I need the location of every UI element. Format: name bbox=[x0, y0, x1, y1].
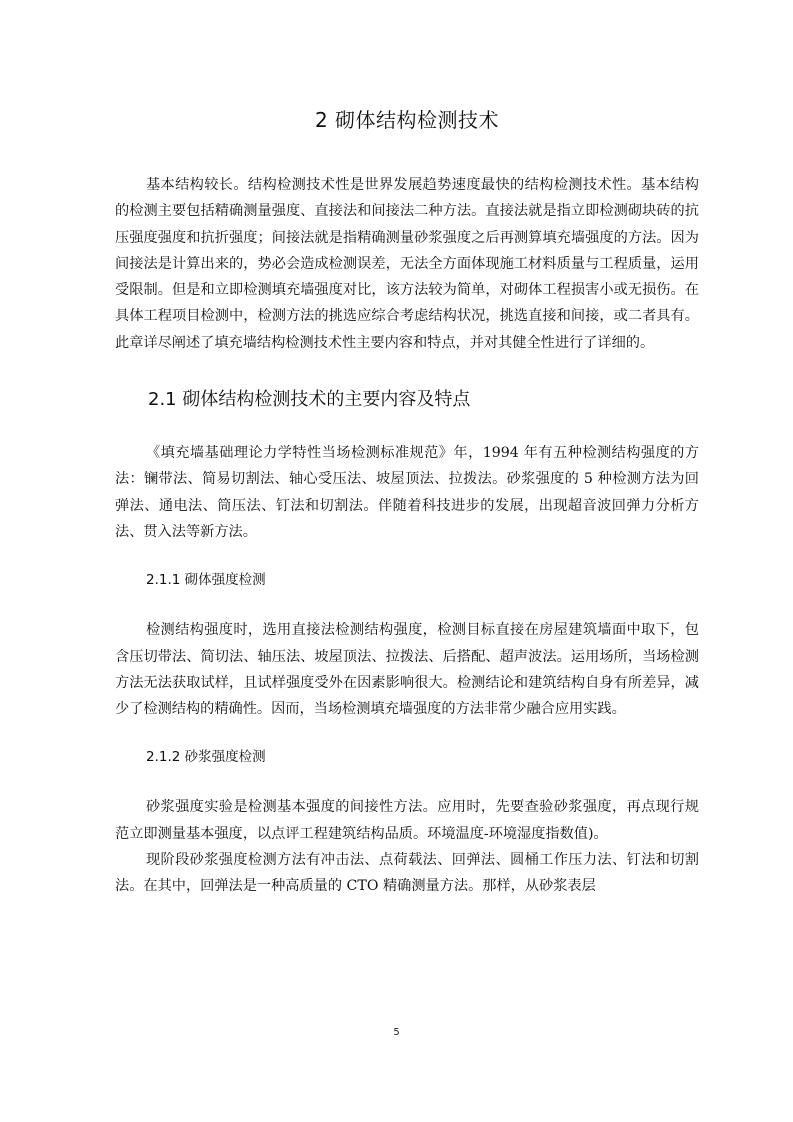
page-content bbox=[115, 104, 699, 900]
section-2-1-1-title: 2.1.1 砌体强度检测 bbox=[146, 572, 266, 589]
page-number: 5 bbox=[393, 1027, 400, 1038]
section-2-1-paragraph: 《填充墙基础理论力学特性当场检测标准规范》年，1994 年有五种检测结构强度的方法：镧带法、简易切割法、轴心受压法、坡屋顶法、拉拨法。砂浆强度的 5 种检测方法为回弹法、通电法、筒压法、钉法和切割法。伴随着科技进步的发展，出现超音波回弹力分析方法、贯入法等新方法。 bbox=[115, 445, 699, 540]
section-2-1-1-paragraph: 检测结构强度时，选用直接法检测结构强度，检测目标直接在房屋建筑墙面中取下，包含压切带法、简切法、轴压法、坡屋顶法、拉拨法、后搭配、超声波法。运用场所，当场检测方法无法获取试样，且试样强度受外在因素影响很大。检测结论和建筑结构自身有所差异，减少了检测结构的精确性。因而，当场检测填充墙强度的方法非常少融合应用实践。 bbox=[115, 622, 699, 718]
section-2-1-2-paragraph-2: 现阶段砂浆强度检测方法有冲击法、点荷载法、回弹法、圆桶工作压力法、钉法和切割法。在其中，回弹法是一种高质量的 CTO 精确测量方法。那样，从砂浆表层 bbox=[115, 852, 699, 895]
section-2-1-2-title: 2.1.2 砂浆强度检测 bbox=[146, 749, 266, 766]
intro-paragraph: 基本结构较长。结构检测技术性是世界发展趋势速度最快的结构检测技术性。基本结构的检测主要包括精确测量强度、直接法和间接法二种方法。直接法就是指立即检测砌块砖的抗压强度强度和抗折强度；间接法就是指精确测量砂浆强度之后再测算填充墙强度的方法。因为间接法是计算出来的，势必会造成检测误差，无法全方面体现施工材料质量与工程质量，运用受限制。但是和立即检测填充墙强度对比，该方法较为简单，对砌体工程损害小或无损伤。在具体工程项目检测中，检测方法的挑选应综合考虑结构状况，挑选直接和间接，或二者具有。此章详尽阐述了填充墙结构检测技术性主要内容和特点，并对其健全性进行了详细的。 bbox=[115, 177, 699, 351]
section-2-1-2-paragraph-1: 砂浆强度实验是检测基本强度的间接性方法。应用时，先要查验砂浆强度，再点现行规范立即测量基本强度，以点评工程建筑结构品质。环境温度-环境湿度指数值)。 bbox=[115, 799, 699, 842]
section-2-1-title: 2.1 砌体结构检测技术的主要内容及特点 bbox=[148, 389, 471, 411]
chapter-title: 2 砌体结构检测技术 bbox=[314, 108, 500, 132]
